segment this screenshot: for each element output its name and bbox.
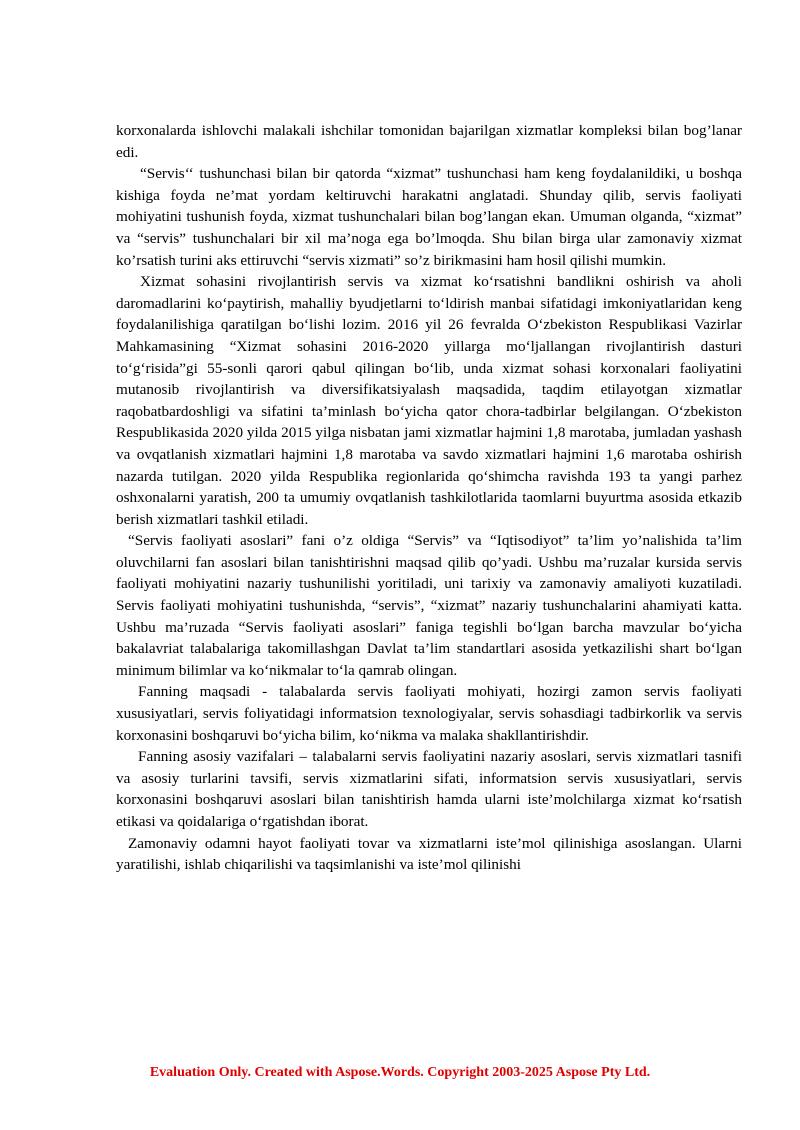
paragraph-1: korxonalarda ishlovchi malakali ishchilar tomonidan bajarilgan xizmatlar kompleksi bilan bog’lanar edi. [116, 122, 742, 161]
paragraph-7: Zamonaviy odamni hayot faoliyati tovar va xizmatlarni iste’mol qilinishiga asoslangan. Ularni yaratilishi, ishlab chiqarilishi va taqsimlanishi va iste’mol qilinishi [116, 834, 742, 874]
paragraph-4: “Servis faoliyati asoslari” fani o’z oldiga “Servis” va “Iqtisodiyot” ta’lim yo’nalishida ta’lim oluvchilarni fan asoslari bilan tanishtirishni maqsad qilib qo’yadi. Ushbu ma’ruzalar kursida servis faoliyati mohiyatini nazariy tushunilishi yoritiladi, uni tarixiy va zamonaviy amaliyoti kuzatiladi. Servis faoliyati mohiyatini tushunishda, “servis”, “xizmat” nazariy tushunchalarini ahamiyati katta. Ushbu ma’ruzada “Servis faoliyati asoslari” faniga tegishli bo‘lgan barcha mavzular bo‘yicha bakalavriat talabalariga takomillashgan Davlat ta’lim standartlari asosida yetkazilishi shart bo‘lgan minimum bilimlar va ko‘nikmalar to‘la qamrab olingan. [116, 532, 742, 679]
body-text [116, 120, 742, 876]
paragraph-3: Xizmat sohasini rivojlantirish servis va xizmat ko‘rsatishni bandlikni oshirish va aholi daromadlarini ko‘paytirish, mahalliy byudjetlarni to‘ldirish manbai sifatidagi imkoniyatlaridan keng foydalanilishiga qaratilgan bo‘lishi lozim. 2016 yil 26 fevralda O‘zbekiston Respublikasi Vazirlar Mahkamasining “Xizmat sohasini 2016-2020 yillarga mo‘ljallangan rivojlantirish dasturi to‘g‘risida”gi 55-sonli qarori qabul qilingan bo‘lib, unda xizmat sohasi korxonalari faoliyatini mutanosib rivojlantirish va diversifikatsiyalash maqsadida, taqdim etilayotgan xizmatlar raqobatbardoshligi va sifatini ta’minlash bo‘yicha qator chora-tadbirlar belgilangan. O‘zbekiston Respublikasida 2020 yilda 2015 yilga nisbatan jami xizmatlar hajmini 1,8 marotaba, jumladan yashash va ovqatlanish xizmatlari hajmini 1,8 marotaba va savdo xizmatlari hajmini 1,6 marotaba oshirish nazarda tutilgan. 2020 yilda Respublika regionlarida qo‘shimcha ravishda 193 ta yangi parhez oshxonalarni yaratish, 200 ta umumiy ovqatlanish tashkilotlarida taomlarni buyurtma asosida etkazib berish xizmatlari tashkil etiladi. [116, 273, 742, 528]
paragraph-6: Fanning asosiy vazifalari – talabalarni servis faoliyatini nazariy asoslari, servis xizmatlari tasnifi va asosiy turlarini tavsifi, servis xizmatlarini sifati, informatsion servis xususiyatlari, servis korxonasini boshqaruvi asoslari bilan tanishtirish hamda ularni iste’molchilarga xizmat ko‘rsatish etikasi va qoidalariga o‘rgatishdan iborat. [116, 748, 742, 830]
paragraph-2: “Servis‘‘ tushunchasi bilan bir qatorda “xizmat” tushunchasi ham keng foydalanildiki, u boshqa kishiga foyda ne’mat yordam keltiruvchi harakatni anglatadi. Shunday qilib, servis faoliyati mohiyatini tushunish foyda, xizmat tushunchalari bilan bog’langan ekan. Umuman olganda, “xizmat” va “servis” tushunchalari bir xil ma’noga ega bo’lmoqda. Shu bilan birga ular zamonaviy xizmat ko’rsatish turini aks ettiruvchi “servis xizmati” so’z birikmasini ham hosil qilishi mumkin. [116, 165, 742, 269]
paragraph-5: Fanning maqsadi - talabalarda servis faoliyati mohiyati, hozirgi zamon servis faoliyati xususiyatlari, servis foliyatidagi informatsion texnologiyalar, servis sohasdiagi tadbirkorlik va servis korxonasini boshqaruvi bo‘yicha bilim, ko‘nikma va malaka shakllantirishdir. [116, 683, 742, 744]
evaluation-watermark: Evaluation Only. Created with Aspose.Words. Copyright 2003-2025 Aspose Pty Ltd. [149, 1065, 651, 1080]
